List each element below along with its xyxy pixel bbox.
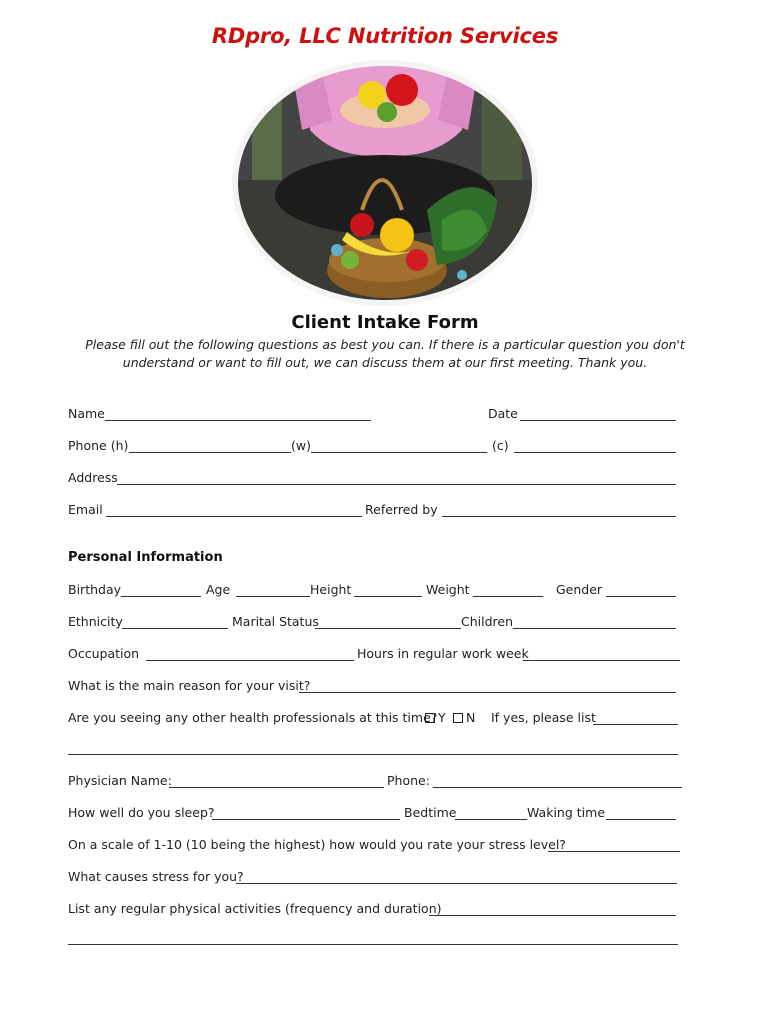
phone-cell-field[interactable] [514, 438, 676, 453]
physician-phone-label: Phone: [387, 773, 430, 788]
activities-row [68, 901, 680, 921]
stress-level-field[interactable] [548, 837, 680, 852]
name-label: Name [68, 406, 105, 421]
company-name: RDpro, LLC Nutrition Services [211, 24, 559, 48]
ethnicity-label: Ethnicity [68, 614, 123, 629]
activities-field[interactable] [429, 901, 676, 916]
personal-info-heading: Personal Information [68, 550, 223, 565]
email-referral-row [68, 502, 680, 522]
ethnicity-row [68, 614, 680, 634]
physician-phone-field[interactable] [433, 773, 682, 788]
address-label: Address [68, 470, 118, 485]
phone-work-field[interactable] [311, 438, 487, 453]
activities-extra-field[interactable] [68, 930, 678, 945]
sleep-quality-label: How well do you sleep? [68, 805, 215, 820]
birthday-field[interactable] [121, 582, 201, 597]
if-yes-field[interactable] [593, 710, 678, 725]
visit-reason-label: What is the main reason for your visit? [68, 678, 311, 693]
stress-level-label: On a scale of 1-10 (10 being the highest) how would you rate your stress level? [68, 837, 566, 852]
name-date-row [68, 406, 680, 426]
instructions-line-1: Please fill out the following questions as best you can. If there is a particular question you don't [85, 337, 685, 352]
birthday-label: Birthday [68, 582, 122, 597]
no-checkbox[interactable] [453, 713, 463, 723]
phone-cell-label: (c) [492, 438, 509, 453]
other-professionals-extra-field[interactable] [68, 740, 678, 755]
yes-option[interactable] [423, 710, 446, 725]
name-field[interactable] [105, 406, 371, 421]
email-field[interactable] [106, 502, 362, 517]
other-professionals-row [68, 710, 680, 730]
sleep-quality-field[interactable] [212, 805, 400, 820]
marital-status-label: Marital Status [232, 614, 319, 629]
weight-label: Weight [426, 582, 470, 597]
visit-reason-row [68, 678, 680, 698]
form-title: Client Intake Form [291, 312, 479, 333]
activities-label: List any regular physical activities (frequency and duration) [68, 901, 442, 916]
email-label: Email [68, 502, 103, 517]
physician-row [68, 773, 680, 793]
referred-by-field[interactable] [442, 502, 676, 517]
children-label: Children [461, 614, 514, 629]
weight-field[interactable] [473, 582, 543, 597]
stress-level-row [68, 837, 680, 857]
other-professionals-continuation [68, 740, 680, 760]
other-professionals-label: Are you seeing any other health professionals at this time? [68, 710, 438, 725]
phone-home-label: Phone (h) [68, 438, 129, 453]
sleep-row [68, 805, 680, 825]
activities-continuation [68, 930, 680, 950]
referred-by-label: Referred by [365, 502, 438, 517]
instructions-line-2: understand or want to fill out, we can discuss them at our first meeting. Thank you. [122, 355, 648, 370]
phone-home-field[interactable] [129, 438, 291, 453]
if-yes-label: If yes, please list [491, 710, 596, 725]
form-instructions [60, 336, 710, 372]
gender-field[interactable] [606, 582, 676, 597]
work-hours-field[interactable] [523, 646, 680, 661]
birthday-row [68, 582, 680, 602]
stress-cause-row [68, 869, 680, 889]
age-label: Age [206, 582, 231, 597]
occupation-field[interactable] [146, 646, 354, 661]
ethnicity-field[interactable] [122, 614, 228, 629]
height-label: Height [310, 582, 352, 597]
no-label: N [466, 710, 476, 725]
occupation-label: Occupation [68, 646, 140, 661]
no-option[interactable] [451, 710, 475, 725]
stress-cause-label: What causes stress for you? [68, 869, 244, 884]
children-field[interactable] [513, 614, 676, 629]
gender-label: Gender [556, 582, 603, 597]
address-row [68, 470, 680, 490]
phone-row [68, 438, 680, 458]
stress-cause-field[interactable] [236, 869, 677, 884]
waking-time-field[interactable] [606, 805, 676, 820]
marital-status-field[interactable] [315, 614, 461, 629]
age-field[interactable] [236, 582, 310, 597]
physician-name-field[interactable] [169, 773, 384, 788]
yes-label: Y [438, 710, 446, 725]
physician-name-label: Physician Name: [68, 773, 172, 788]
bedtime-field[interactable] [455, 805, 527, 820]
visit-reason-field[interactable] [299, 678, 676, 693]
address-field[interactable] [117, 470, 676, 485]
date-field[interactable] [520, 406, 676, 421]
produce-basket-photo [232, 60, 538, 306]
yes-checkbox[interactable] [425, 713, 435, 723]
phone-work-label: (w) [291, 438, 311, 453]
bedtime-label: Bedtime [404, 805, 457, 820]
height-field[interactable] [354, 582, 422, 597]
work-hours-label: Hours in regular work week [357, 646, 529, 661]
date-label: Date [488, 406, 518, 421]
waking-time-label: Waking time [527, 805, 606, 820]
occupation-row [68, 646, 680, 666]
